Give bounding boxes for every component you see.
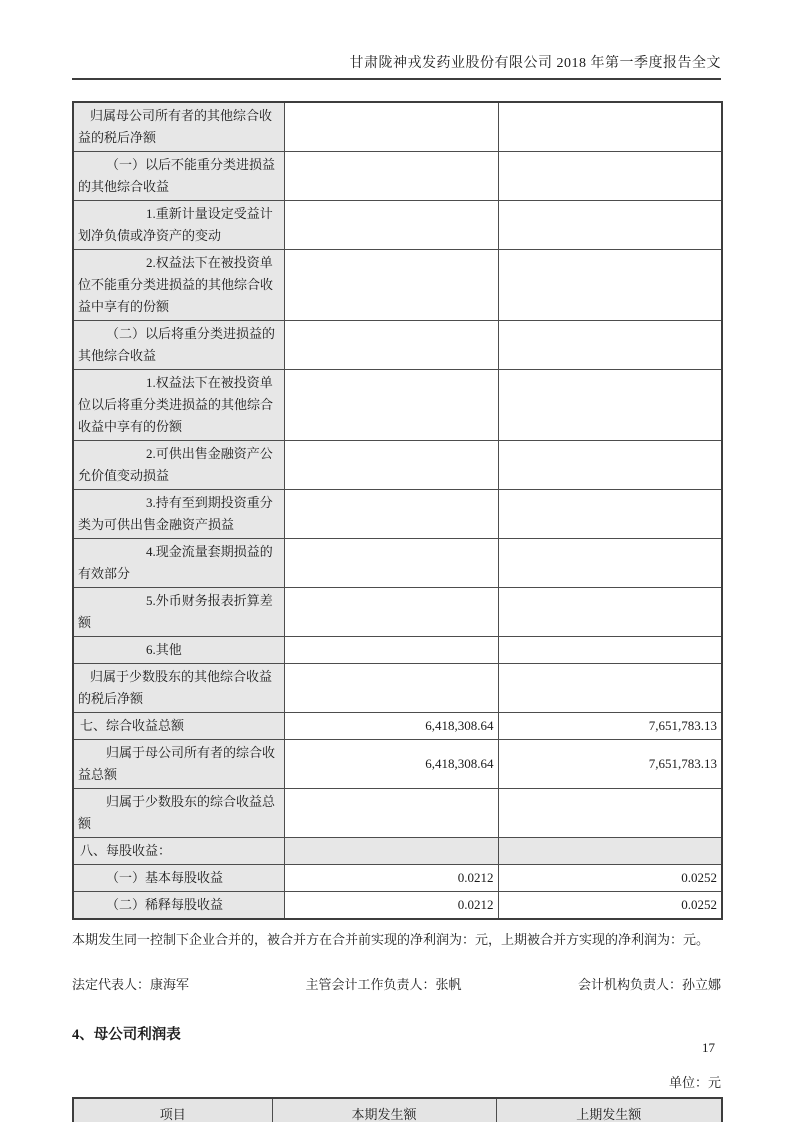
value-cell-current [284, 838, 498, 865]
row-label-cell: 5.外币财务报表折算差额 [73, 588, 284, 637]
accounting-org-head: 会计机构负责人：孙立娜 [577, 977, 721, 992]
table-row [73, 664, 722, 713]
value-cell-current [284, 152, 498, 201]
table-row [73, 865, 722, 892]
table-row [73, 102, 722, 152]
table-row [73, 490, 722, 539]
row-label-cell: 七、综合收益总额 [73, 713, 284, 740]
parent-table-header-cell: 上期发生额 [496, 1098, 722, 1122]
row-label-cell: 归属于少数股东的其他综合收益的税后净额 [73, 664, 284, 713]
value-cell-current [284, 370, 498, 441]
value-cell-prior [498, 441, 722, 490]
row-label-cell: 4.现金流量套期损益的有效部分 [73, 539, 284, 588]
value-cell-prior [498, 588, 722, 637]
row-label-cell: 归属母公司所有者的其他综合收益的税后净额 [73, 102, 284, 152]
table-row [73, 539, 722, 588]
value-cell-prior [498, 250, 722, 321]
value-cell-current [284, 321, 498, 370]
value-cell-current: 0.0212 [284, 892, 498, 920]
row-label-cell: 6.其他 [73, 637, 284, 664]
value-cell-prior [498, 789, 722, 838]
row-label-cell: 2.权益法下在被投资单位不能重分类进损益的其他综合收益中享有的份额 [73, 250, 284, 321]
value-cell-prior [498, 152, 722, 201]
value-cell-current [284, 250, 498, 321]
table-row [73, 370, 722, 441]
value-cell-current [284, 490, 498, 539]
row-label-cell: 3.持有至到期投资重分类为可供出售金融资产损益 [73, 490, 284, 539]
row-label-cell: 1.重新计量设定受益计划净负债或净资产的变动 [73, 201, 284, 250]
value-cell-prior: 7,651,783.13 [498, 713, 722, 740]
value-cell-current [284, 102, 498, 152]
value-cell-prior [498, 637, 722, 664]
value-cell-prior [498, 102, 722, 152]
row-label-cell: （一）基本每股收益 [73, 865, 284, 892]
row-label-cell: 2.可供出售金融资产公允价值变动损益 [73, 441, 284, 490]
accounting-head: 主管会计工作负责人：张帆 [305, 977, 462, 992]
table-row [73, 201, 722, 250]
row-label-cell: （二）稀释每股收益 [73, 892, 284, 920]
value-cell-prior [498, 539, 722, 588]
value-cell-current [284, 637, 498, 664]
table-row [73, 637, 722, 664]
merger-note: 本期发生同一控制下企业合并的，被合并方在合并前实现的净利润为：元，上期被合并方实现的净利润为：元。 [72, 932, 710, 947]
value-cell-prior [498, 370, 722, 441]
value-cell-current [284, 539, 498, 588]
parent-table-header-cell: 项目 [73, 1098, 272, 1122]
parent-table-header-row [73, 1098, 722, 1122]
table-row [73, 789, 722, 838]
table-row [73, 588, 722, 637]
parent-profit-table [72, 1097, 723, 1122]
value-cell-current [284, 201, 498, 250]
table-row [73, 838, 722, 865]
row-label-cell: 八、每股收益： [73, 838, 284, 865]
parent-table-header-cell: 本期发生额 [272, 1098, 496, 1122]
value-cell-current [284, 441, 498, 490]
value-cell-current [284, 789, 498, 838]
row-label-cell: 归属于母公司所有者的综合收益总额 [73, 740, 284, 789]
row-label-cell: 归属于少数股东的综合收益总额 [73, 789, 284, 838]
row-label-cell: （二）以后将重分类进损益的其他综合收益 [73, 321, 284, 370]
unit-label: 单位：元 [668, 1075, 721, 1090]
table-row [73, 441, 722, 490]
row-label-cell: 1.权益法下在被投资单位以后将重分类进损益的其他综合收益中享有的份额 [73, 370, 284, 441]
value-cell-prior [498, 838, 722, 865]
document-title: 甘肃陇神戎发药业股份有限公司 2018 年第一季度报告全文 [349, 56, 721, 71]
table-row [73, 713, 722, 740]
value-cell-prior: 7,651,783.13 [498, 740, 722, 789]
legal-representative: 法定代表人：康海军 [72, 977, 190, 992]
value-cell-prior [498, 321, 722, 370]
page-number: 17 [702, 1040, 715, 1055]
section-title: 4、母公司利润表 [72, 1027, 181, 1043]
consolidated-income-table [72, 101, 723, 920]
table-row [73, 321, 722, 370]
signature-line [72, 974, 721, 993]
row-label-cell: （一）以后不能重分类进损益的其他综合收益 [73, 152, 284, 201]
document-header [72, 52, 721, 80]
value-cell-prior [498, 490, 722, 539]
table-row [73, 152, 722, 201]
table-row [73, 250, 722, 321]
value-cell-prior [498, 201, 722, 250]
value-cell-current: 6,418,308.64 [284, 740, 498, 789]
value-cell-prior: 0.0252 [498, 892, 722, 920]
value-cell-current: 6,418,308.64 [284, 713, 498, 740]
table-row [73, 892, 722, 920]
value-cell-current [284, 664, 498, 713]
value-cell-current [284, 588, 498, 637]
value-cell-current: 0.0212 [284, 865, 498, 892]
value-cell-prior: 0.0252 [498, 865, 722, 892]
table-row [73, 740, 722, 789]
value-cell-prior [498, 664, 722, 713]
